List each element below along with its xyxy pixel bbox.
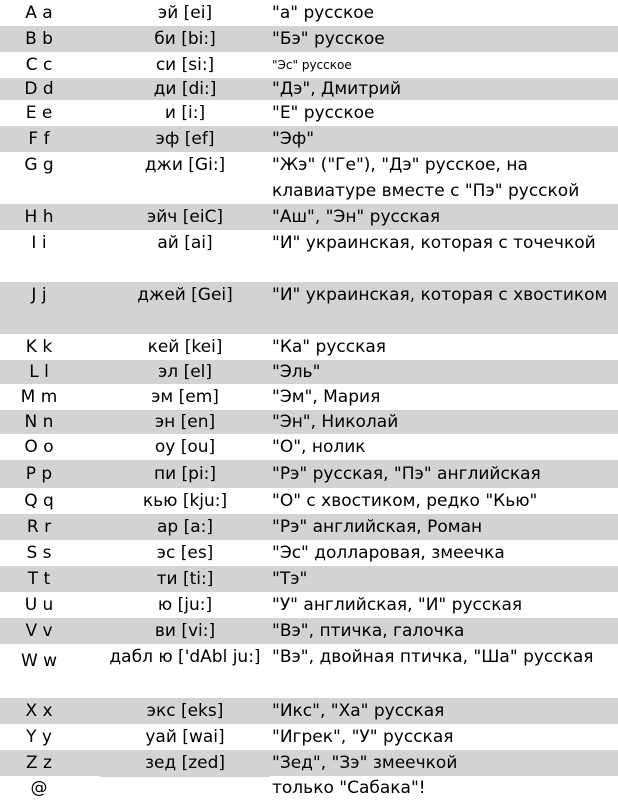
letter-cell: A a xyxy=(25,3,53,23)
pronunciation-cell: эйч [eiC] xyxy=(146,207,224,227)
description-cell: "О" с хвостиком, редко "Кью" xyxy=(272,491,538,511)
description-cell: "Тэ" xyxy=(272,569,308,589)
description-cell: "Рэ" английская, Роман xyxy=(272,517,483,537)
table-row xyxy=(0,78,618,100)
pronunciation-cell: ви [vi:] xyxy=(154,621,216,641)
pronunciation-cell: джей [Gei] xyxy=(137,285,233,305)
pronunciation-cell: уай [wai] xyxy=(145,727,225,747)
letter-cell: I i xyxy=(31,233,47,253)
description-cell: "Аш", "Эн" русская xyxy=(272,207,441,227)
pronunciation-cell: кью [kju:] xyxy=(142,491,228,511)
description-cell: "Бэ" русское xyxy=(272,29,385,49)
table-row xyxy=(0,282,618,334)
table-row xyxy=(0,204,618,230)
pronunciation-cell: эн [en] xyxy=(154,412,216,432)
letter-cell: C c xyxy=(25,55,53,75)
pronunciation-cell: кей [kei] xyxy=(147,337,223,357)
letter-cell: Y y xyxy=(26,727,52,747)
description-cell: "Жэ" ("Ге"), "Дэ" русское, на клавиатуре вместе с "Пэ" русской xyxy=(272,155,580,201)
table-row xyxy=(0,100,618,126)
description-cell: "Ка" русская xyxy=(272,337,386,357)
table-row xyxy=(0,644,618,698)
description-cell: "Эф" xyxy=(272,129,315,149)
pronunciation-cell: пи [pi:] xyxy=(153,464,217,484)
pronunciation-cell: эм [em] xyxy=(151,387,219,407)
table-row xyxy=(0,592,618,618)
pronunciation-cell: си [si:] xyxy=(155,55,215,75)
description-cell: "Вэ", двойная птичка, "Ша" русская xyxy=(272,647,594,667)
letter-cell: W w xyxy=(20,651,58,671)
table-row xyxy=(0,360,618,384)
letter-cell: F f xyxy=(28,129,50,149)
description-cell: "Игрек", "У" русская xyxy=(272,727,454,747)
table-row xyxy=(0,698,618,724)
description-cell: "Икс", "Ха" русская xyxy=(272,701,445,721)
table-row xyxy=(0,52,618,78)
letter-cell: N n xyxy=(24,412,54,432)
description-cell: "Эль" xyxy=(272,362,321,382)
table-row xyxy=(0,460,618,488)
pronunciation-cell: эф [ef] xyxy=(155,129,215,149)
description-cell: "Эн", Николай xyxy=(272,412,399,432)
letter-cell: D d xyxy=(24,79,54,99)
description-cell: "Эм", Мария xyxy=(272,387,381,407)
pronunciation-cell: би [bi:] xyxy=(154,29,216,49)
table-row xyxy=(0,566,618,592)
pronunciation-cell xyxy=(100,776,270,801)
letter-cell: Z z xyxy=(26,753,52,773)
table-row xyxy=(0,540,618,566)
table-row xyxy=(0,334,618,360)
table-row xyxy=(0,152,618,204)
letter-cell: @ xyxy=(30,778,48,798)
description-cell: "О", нолик xyxy=(272,437,366,457)
letter-cell: K k xyxy=(25,337,53,357)
table-row xyxy=(0,410,618,434)
letter-cell: V v xyxy=(25,621,53,641)
pronunciation-cell: оу [ou] xyxy=(154,437,216,457)
description-cell: "Вэ", птичка, галочка xyxy=(272,621,465,641)
pronunciation-cell: ди [di:] xyxy=(153,79,217,99)
letter-cell: O o xyxy=(24,437,54,457)
pronunciation-cell: и [i:] xyxy=(164,103,206,123)
letter-cell: M m xyxy=(20,387,58,407)
table-row xyxy=(0,0,618,26)
table-row xyxy=(0,26,618,52)
letter-cell: X x xyxy=(25,701,53,721)
letter-cell: U u xyxy=(24,595,54,615)
pronunciation-cell: зед [zed] xyxy=(144,753,226,773)
description-cell: "И" украинская, которая с хвостиком xyxy=(272,285,608,305)
letter-cell: J j xyxy=(31,285,47,305)
pronunciation-cell: дабл ю ['dAbl ju:] xyxy=(109,647,261,667)
table-row xyxy=(0,230,618,282)
pronunciation-cell: ай [ai] xyxy=(157,233,213,253)
pronunciation-cell: джи [Gi:] xyxy=(144,155,226,175)
pronunciation-cell: ти [ti:] xyxy=(156,569,214,589)
letter-cell: H h xyxy=(24,207,54,227)
table-row xyxy=(0,126,618,152)
letter-cell: P p xyxy=(25,464,53,484)
description-cell: "Дэ", Дмитрий xyxy=(272,79,402,99)
table-row xyxy=(0,434,618,460)
table-row xyxy=(0,384,618,410)
table-row xyxy=(0,514,618,540)
letter-cell: R r xyxy=(26,517,52,537)
letter-cell: E e xyxy=(25,103,53,123)
pronunciation-cell: эй [ei] xyxy=(157,3,213,23)
description-cell: "Эс" долларовая, змеечка xyxy=(272,543,505,563)
description-cell: "Е" русское xyxy=(272,103,375,123)
pronunciation-cell: ю [ju:] xyxy=(157,595,213,615)
letter-cell: Q q xyxy=(24,491,54,511)
letter-cell: L l xyxy=(29,362,49,382)
pronunciation-cell: эс [es] xyxy=(156,543,214,563)
pronunciation-cell: экс [eks] xyxy=(146,701,224,721)
description-cell: "У" английская, "И" русская xyxy=(272,595,523,615)
table-row xyxy=(0,724,618,750)
table-row xyxy=(0,776,618,800)
description-cell: "Рэ" русская, "Пэ" английская xyxy=(272,464,541,484)
table-row xyxy=(0,750,618,776)
letter-cell: S s xyxy=(26,543,52,563)
pronunciation-cell: эл [el] xyxy=(157,362,213,382)
description-cell: только "Сабака"! xyxy=(272,778,426,798)
description-cell: "И" украинская, которая с точечкой xyxy=(272,233,596,253)
table-row xyxy=(0,488,618,514)
table-row xyxy=(0,618,618,644)
description-cell: "Эс" русское xyxy=(272,58,352,72)
letter-cell: B b xyxy=(25,29,53,49)
description-cell: "Зед", "Зэ" змеечкой xyxy=(272,753,458,773)
description-cell: "a" русское xyxy=(272,3,375,23)
letter-cell: G g xyxy=(24,155,54,175)
pronunciation-cell: ар [a:] xyxy=(156,517,214,537)
letter-cell: T t xyxy=(27,569,51,589)
